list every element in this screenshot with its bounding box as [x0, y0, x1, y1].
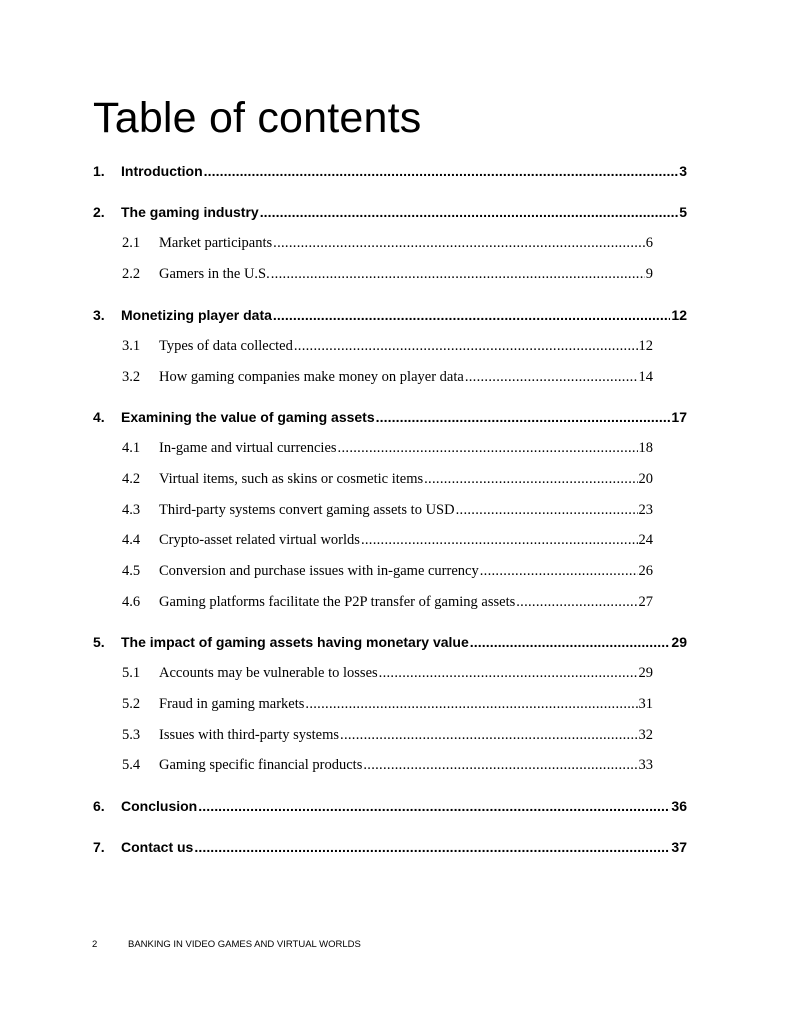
toc-entry-title: Third-party systems convert gaming assets to USD: [159, 502, 455, 518]
toc-entry-page: 32: [638, 727, 653, 743]
toc-section-entry[interactable]: [93, 409, 687, 425]
toc-entry-title: Issues with third-party systems: [159, 727, 340, 743]
toc-entry-title: How gaming companies make money on player data: [159, 369, 464, 385]
toc-entry-number: 3.1: [122, 338, 141, 354]
toc-entry-number: 3.2: [122, 369, 141, 385]
toc-entry-title: Contact us: [121, 839, 194, 855]
toc-entry-title: The gaming industry: [121, 204, 259, 220]
toc-dot-leader: [273, 307, 671, 323]
toc-entry-number: 5.3: [122, 727, 141, 743]
toc-dot-leader: [271, 266, 645, 283]
toc-entry-number: 5.4: [122, 757, 141, 773]
toc-subsection-entry[interactable]: [122, 235, 653, 252]
toc-section-entry[interactable]: [93, 307, 687, 323]
toc-entry-number: 3.: [93, 307, 105, 323]
toc-subsection-entry[interactable]: [122, 266, 653, 283]
toc-entry-page: 18: [638, 440, 653, 456]
toc-entry-page: 29: [638, 665, 653, 681]
toc-subsection-entry[interactable]: [122, 665, 653, 682]
toc-entry-number: 4.4: [122, 532, 141, 548]
toc-entry-title: Gaming specific financial products: [159, 757, 363, 773]
toc-entry-page: 12: [671, 307, 687, 323]
footer-running-title: BANKING IN VIDEO GAMES AND VIRTUAL WORLDS: [128, 939, 361, 950]
toc-entry-page: 17: [671, 409, 687, 425]
toc-section-entry[interactable]: [93, 204, 687, 220]
toc-entry-title: Gaming platforms facilitate the P2P transfer of gaming assets: [159, 594, 516, 610]
toc-section-entry[interactable]: [93, 839, 687, 855]
toc-entry-title: Introduction: [121, 163, 203, 179]
toc-dot-leader: [470, 634, 671, 650]
toc-subsection-entry[interactable]: [122, 338, 653, 355]
toc-entry-page: 37: [671, 839, 687, 855]
toc-entry-page: 9: [645, 266, 653, 282]
toc-dot-leader: [361, 532, 638, 549]
toc-entry-number: 4.1: [122, 440, 141, 456]
toc-dot-leader: [516, 594, 637, 611]
toc-dot-leader: [294, 338, 638, 355]
toc-subsection-entry[interactable]: [122, 727, 653, 744]
toc-entry-page: 24: [638, 532, 653, 548]
toc-entry-number: 6.: [93, 798, 105, 814]
toc-entry-title: Virtual items, such as skins or cosmetic items: [159, 471, 424, 487]
toc-section-entry[interactable]: [93, 163, 687, 179]
toc-entry-number: 4.3: [122, 502, 141, 518]
toc-subsection-entry[interactable]: [122, 502, 653, 519]
toc-entry-page: 23: [638, 502, 653, 518]
toc-entry-page: 33: [638, 757, 653, 773]
toc-entry-number: 4.2: [122, 471, 141, 487]
toc-dot-leader: [363, 757, 637, 774]
toc-dot-leader: [338, 440, 638, 457]
toc-subsection-entry[interactable]: [122, 440, 653, 457]
toc-dot-leader: [340, 727, 637, 744]
toc-entry-number: 5.: [93, 634, 105, 650]
toc-dot-leader: [260, 204, 679, 220]
page-footer: [92, 939, 361, 950]
toc-subsection-entry[interactable]: [122, 757, 653, 774]
toc-entry-title: Accounts may be vulnerable to losses: [159, 665, 378, 681]
toc-entry-page: 27: [638, 594, 653, 610]
toc-section-entry[interactable]: [93, 798, 687, 814]
toc-entry-title: Conversion and purchase issues with in-game currency: [159, 563, 479, 579]
toc-entry-title: The impact of gaming assets having monetary value: [121, 634, 469, 650]
toc-dot-leader: [465, 369, 638, 386]
toc-dot-leader: [480, 563, 638, 580]
toc-entry-number: 4.6: [122, 594, 141, 610]
toc-dot-leader: [198, 798, 670, 814]
toc-entry-title: Gamers in the U.S.: [159, 266, 270, 282]
toc-subsection-entry[interactable]: [122, 594, 653, 611]
toc-dot-leader: [204, 163, 679, 179]
toc-subsection-entry[interactable]: [122, 369, 653, 386]
toc-entry-number: 4.5: [122, 563, 141, 579]
toc-entry-title: Conclusion: [121, 798, 198, 814]
toc-entry-title: Fraud in gaming markets: [159, 696, 305, 712]
toc-entry-page: 12: [638, 338, 653, 354]
toc-entry-number: 1.: [93, 163, 105, 179]
toc-entry-title: Types of data collected: [159, 338, 293, 354]
toc-entry-page: 5: [679, 204, 687, 220]
toc-entry-number: 4.: [93, 409, 105, 425]
toc-dot-leader: [305, 696, 637, 713]
footer-page-number: 2: [92, 939, 98, 950]
toc-entry-page: 26: [638, 563, 653, 579]
toc-entry-title: Market participants: [159, 235, 273, 251]
toc-dot-leader: [376, 409, 671, 425]
toc-section-entry[interactable]: [93, 634, 687, 650]
toc-subsection-entry[interactable]: [122, 532, 653, 549]
toc-entry-page: 29: [671, 634, 687, 650]
toc-entry-title: Crypto-asset related virtual worlds: [159, 532, 360, 548]
toc-subsection-entry[interactable]: [122, 563, 653, 580]
toc-dot-leader: [194, 839, 670, 855]
toc-entry-page: 20: [638, 471, 653, 487]
toc-entry-number: 2.1: [122, 235, 141, 251]
toc-entry-number: 5.2: [122, 696, 141, 712]
toc-entry-page: 31: [638, 696, 653, 712]
toc-entry-number: 5.1: [122, 665, 141, 681]
toc-entry-title: In-game and virtual currencies: [159, 440, 337, 456]
toc-entry-page: 3: [679, 163, 687, 179]
toc-dot-leader: [273, 235, 645, 252]
toc-entry-page: 6: [645, 235, 653, 251]
toc-entry-title: Examining the value of gaming assets: [121, 409, 375, 425]
toc-entry-title: Monetizing player data: [121, 307, 272, 323]
toc-dot-leader: [424, 471, 637, 488]
toc-dot-leader: [456, 502, 638, 519]
toc-subsection-entry[interactable]: [122, 471, 653, 488]
toc-dot-leader: [379, 665, 638, 682]
toc-entry-page: 36: [671, 798, 687, 814]
page-title: Table of contents: [93, 94, 422, 142]
toc-entry-number: 2.: [93, 204, 105, 220]
toc-entry-number: 7.: [93, 839, 105, 855]
toc-entry-page: 14: [638, 369, 653, 385]
toc-entry-number: 2.2: [122, 266, 141, 282]
toc-subsection-entry[interactable]: [122, 696, 653, 713]
